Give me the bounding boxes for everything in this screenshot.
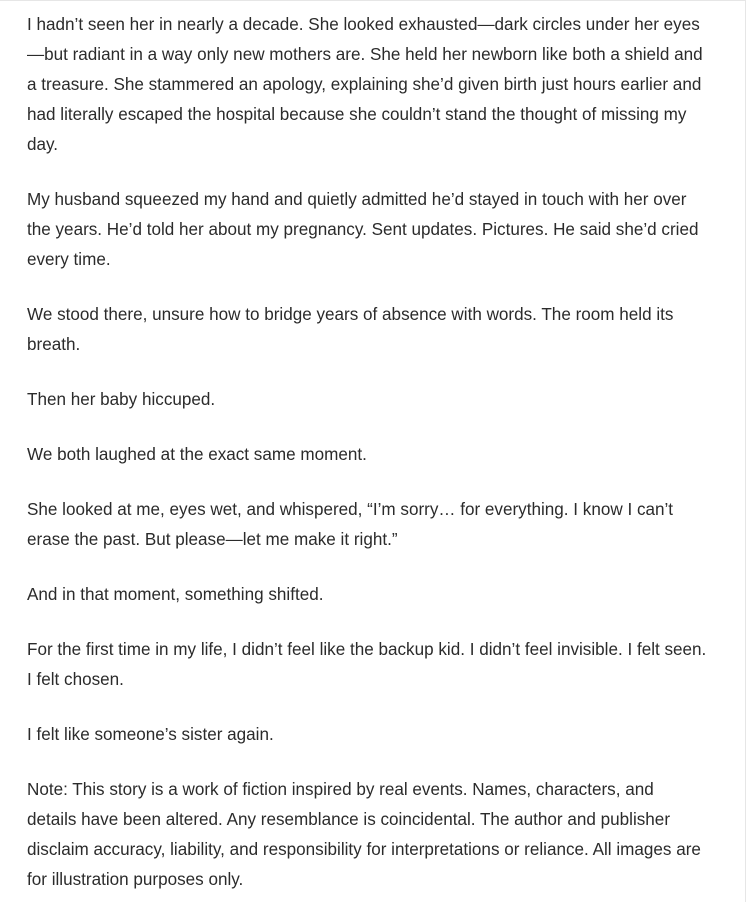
story-paragraph: I hadn’t seen her in nearly a decade. She looked exhausted—dark circles under her eyes—but radiant in a way only new mothers are. She held her newborn like both a shield and a treasure. She stammered an apology, explaining she’d given birth just hours earlier and had literally escaped the hospital because she couldn’t stand the thought of missing my day. [27, 15, 703, 154]
disclaimer-note: Note: This story is a work of fiction inspired by real events. Names, characters, and details have been altered. Any resemblance is coincidental. The author and publisher disclaim accuracy, liability, and responsibility for interpretations or reliance. All images are for illustration purposes only. [27, 780, 701, 889]
story-paragraph: Then her baby hiccuped. [27, 390, 216, 409]
article-body [27, 10, 707, 895]
story-paragraph: My husband squeezed my hand and quietly admitted he’d stayed in touch with her over the years. He’d told her about my pregnancy. Sent updates. Pictures. He said she’d cried every time. [27, 190, 699, 269]
story-paragraph: We stood there, unsure how to bridge years of absence with words. The room held its breath. [27, 305, 674, 354]
story-paragraph: And in that moment, something shifted. [27, 585, 324, 604]
story-paragraph: I felt like someone’s sister again. [27, 725, 274, 744]
story-paragraph: We both laughed at the exact same moment. [27, 445, 367, 464]
top-divider [0, 0, 746, 1]
story-paragraph: She looked at me, eyes wet, and whispered, “I’m sorry… for everything. I know I can’t erase the past. But please—let me make it right.” [27, 500, 674, 549]
story-paragraph: For the first time in my life, I didn’t feel like the backup kid. I didn’t feel invisible. I felt seen. I felt chosen. [27, 640, 707, 689]
